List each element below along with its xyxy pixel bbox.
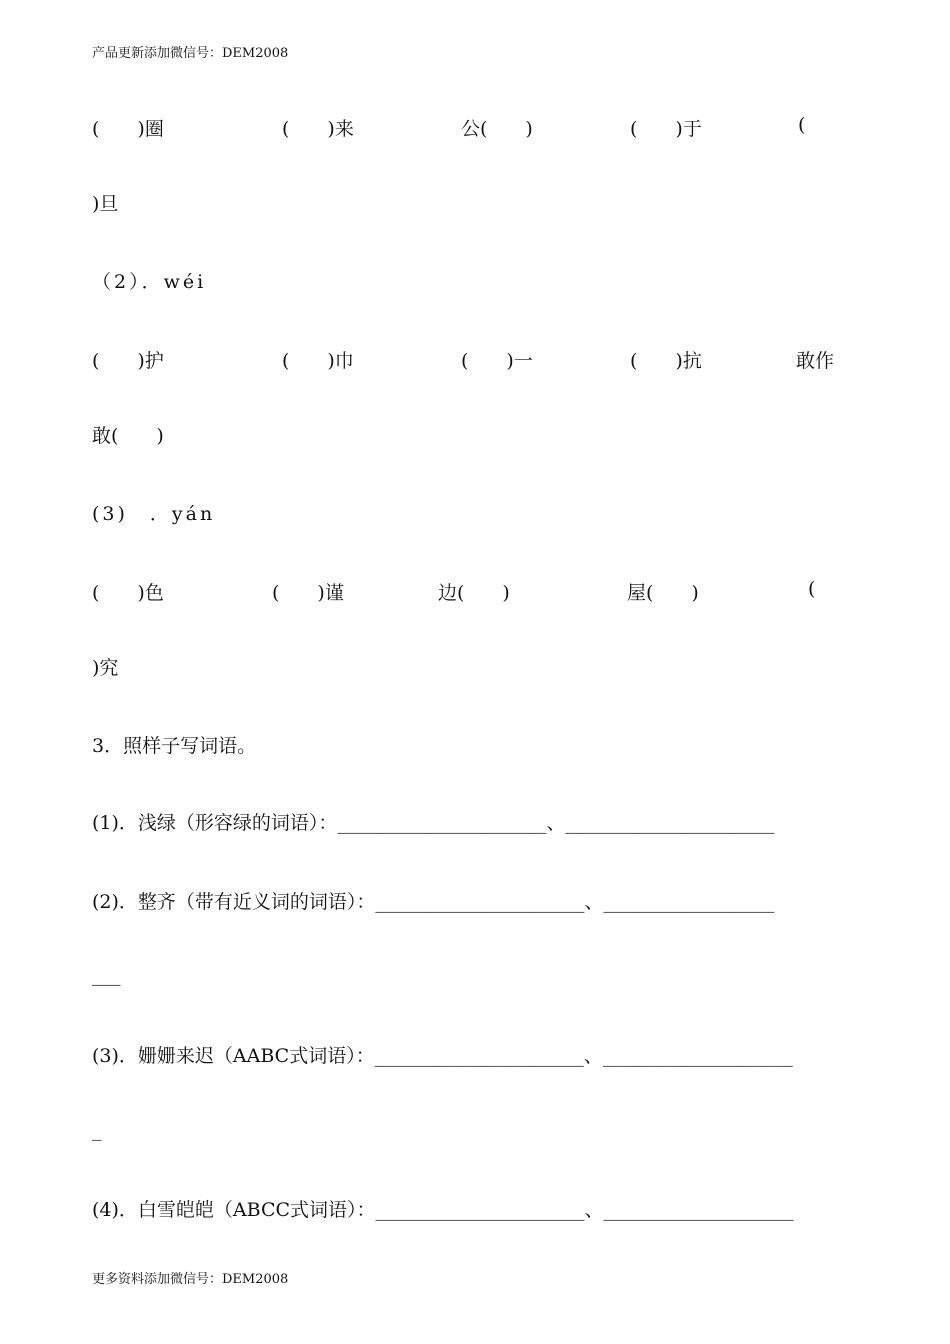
fill-item: ( )色 xyxy=(92,582,164,604)
page-header: 产品更新添加微信号：DEM2008 xyxy=(92,46,289,61)
fill-item: 敢作 xyxy=(796,350,835,372)
answer-line: (2)．整齐（带有近义词的词语）：______________________、__________________ xyxy=(92,891,775,913)
answer-line: (3)．姗姗来迟（AABC式词语）：______________________、____________________ xyxy=(92,1045,793,1067)
answer-line-cont: _ xyxy=(92,1119,102,1141)
fill-item-cont: )究 xyxy=(92,657,119,679)
page-footer: 更多资料添加微信号：DEM2008 xyxy=(92,1272,289,1287)
question-label: (3) ．yán xyxy=(92,503,216,525)
fill-item: ( )谨 xyxy=(272,582,344,604)
fill-item: ( )来 xyxy=(282,118,354,140)
fill-item: 公( ) xyxy=(461,118,533,140)
fill-item: 屋( ) xyxy=(627,582,699,604)
answer-line: (1)．浅绿（形容绿的词语）：______________________、______________________ xyxy=(92,812,775,834)
question-label: （2）．wéi xyxy=(92,271,207,293)
fill-item: 边( ) xyxy=(438,582,510,604)
fill-item: ( )一 xyxy=(461,350,533,372)
fill-item: ( xyxy=(798,114,806,136)
fill-item: ( )于 xyxy=(630,118,702,140)
fill-item: ( )巾 xyxy=(282,350,354,372)
fill-item-cont: )旦 xyxy=(92,193,119,215)
answer-line-cont: ___ xyxy=(92,964,121,986)
answer-line: (4)．白雪皑皑（ABCC式词语）：______________________、____________________ xyxy=(92,1199,794,1221)
fill-item: ( )抗 xyxy=(630,350,702,372)
fill-item-cont: 敢( ) xyxy=(92,425,164,447)
fill-item: ( xyxy=(808,578,816,600)
section-title: 3．照样子写词语。 xyxy=(92,735,257,757)
fill-item: ( )圈 xyxy=(92,118,164,140)
fill-item: ( )护 xyxy=(92,350,164,372)
